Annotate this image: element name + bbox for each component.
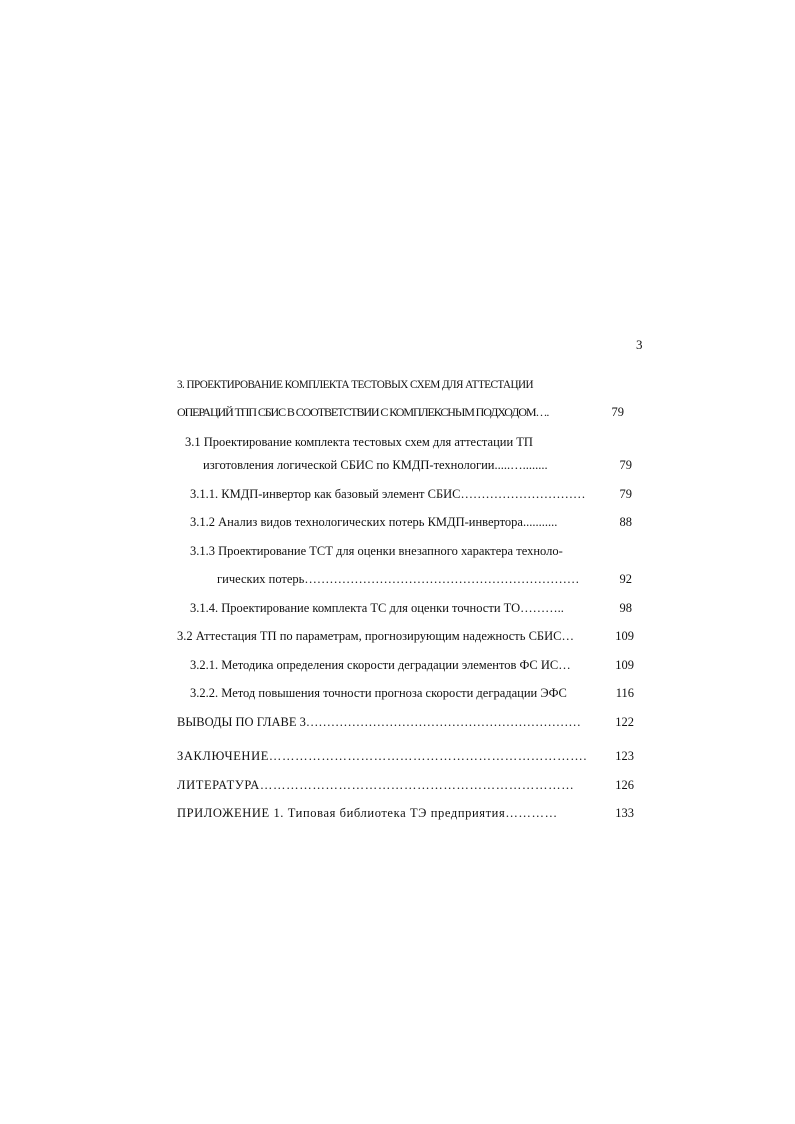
toc-entry-text: 3.1 Проектирование комплекта тестовых схем для аттестации ТП <box>185 435 533 449</box>
toc-page-number: 126 <box>615 778 634 792</box>
toc-entry-text: 3.2 Аттестация ТП по параметрам, прогнозирующим надежность СБИС… <box>177 629 574 643</box>
toc-page-number: 79 <box>619 487 632 501</box>
toc-entry-text: 3.1.4. Проектирование комплекта ТС для оценки точности ТО……….. <box>190 601 564 615</box>
toc-page-number: 92 <box>619 572 632 586</box>
toc-page-number: 116 <box>615 686 634 700</box>
toc-page-number: 109 <box>615 658 634 672</box>
toc-page-number: 79 <box>619 458 632 472</box>
toc-page-number: 79 <box>611 405 624 419</box>
toc-entry-text: ЛИТЕРАТУРА……………………………………………………………… <box>177 778 575 792</box>
toc-page-number: 123 <box>615 749 634 763</box>
toc-entry-text: ЗАКЛЮЧЕНИЕ………………………………………………………………. <box>177 749 588 763</box>
toc-entry-text: 3.1.2 Анализ видов технологических потерь КМДП-инвертора........... <box>190 515 558 529</box>
toc-entry-text: 3. ПРОЕКТИРОВАНИЕ КОМПЛЕКТА ТЕСТОВЫХ СХЕМ ДЛЯ АТТЕСТАЦИИ <box>177 377 534 391</box>
toc-page-number: 98 <box>619 601 632 615</box>
toc-page-number: 133 <box>615 806 634 820</box>
toc-entry-text: 3.1.1. КМДП-инвертор как базовый элемент СБИС………………………… <box>190 487 586 501</box>
toc-page-number: 88 <box>619 515 632 529</box>
toc-entry-text: изготовления логической СБИС по КМДП-технологии.....…........ <box>203 458 548 472</box>
toc-page-number: 109 <box>615 629 634 643</box>
toc-entry-text: 3.2.1. Методика определения скорости деградации элементов ФС ИС… <box>190 658 571 672</box>
toc-entry-text: ПРИЛОЖЕНИЕ 1. Типовая библиотека ТЭ предприятия………… <box>177 806 558 820</box>
toc-page-number: 122 <box>615 715 634 729</box>
toc-entry-text: 3.1.3 Проектирование ТСТ для оценки внезапного характера техноло- <box>190 544 563 558</box>
page-number: 3 <box>636 337 643 352</box>
toc-entry-text: 3.2.2. Метод повышения точности прогноза скорости деградации ЭФС <box>190 686 567 700</box>
toc-entry-text: ОПЕРАЦИЙ ТПП СБИС В СООТВЕТСТВИИ С КОМПЛЕКСНЫМ ПОДХОДОМ…. <box>177 405 549 419</box>
toc-entry-text: ВЫВОДЫ ПО ГЛАВЕ 3………………………………………………………… <box>177 715 581 729</box>
toc-entry-text: гических потерь………………………………………………………… <box>217 572 580 586</box>
